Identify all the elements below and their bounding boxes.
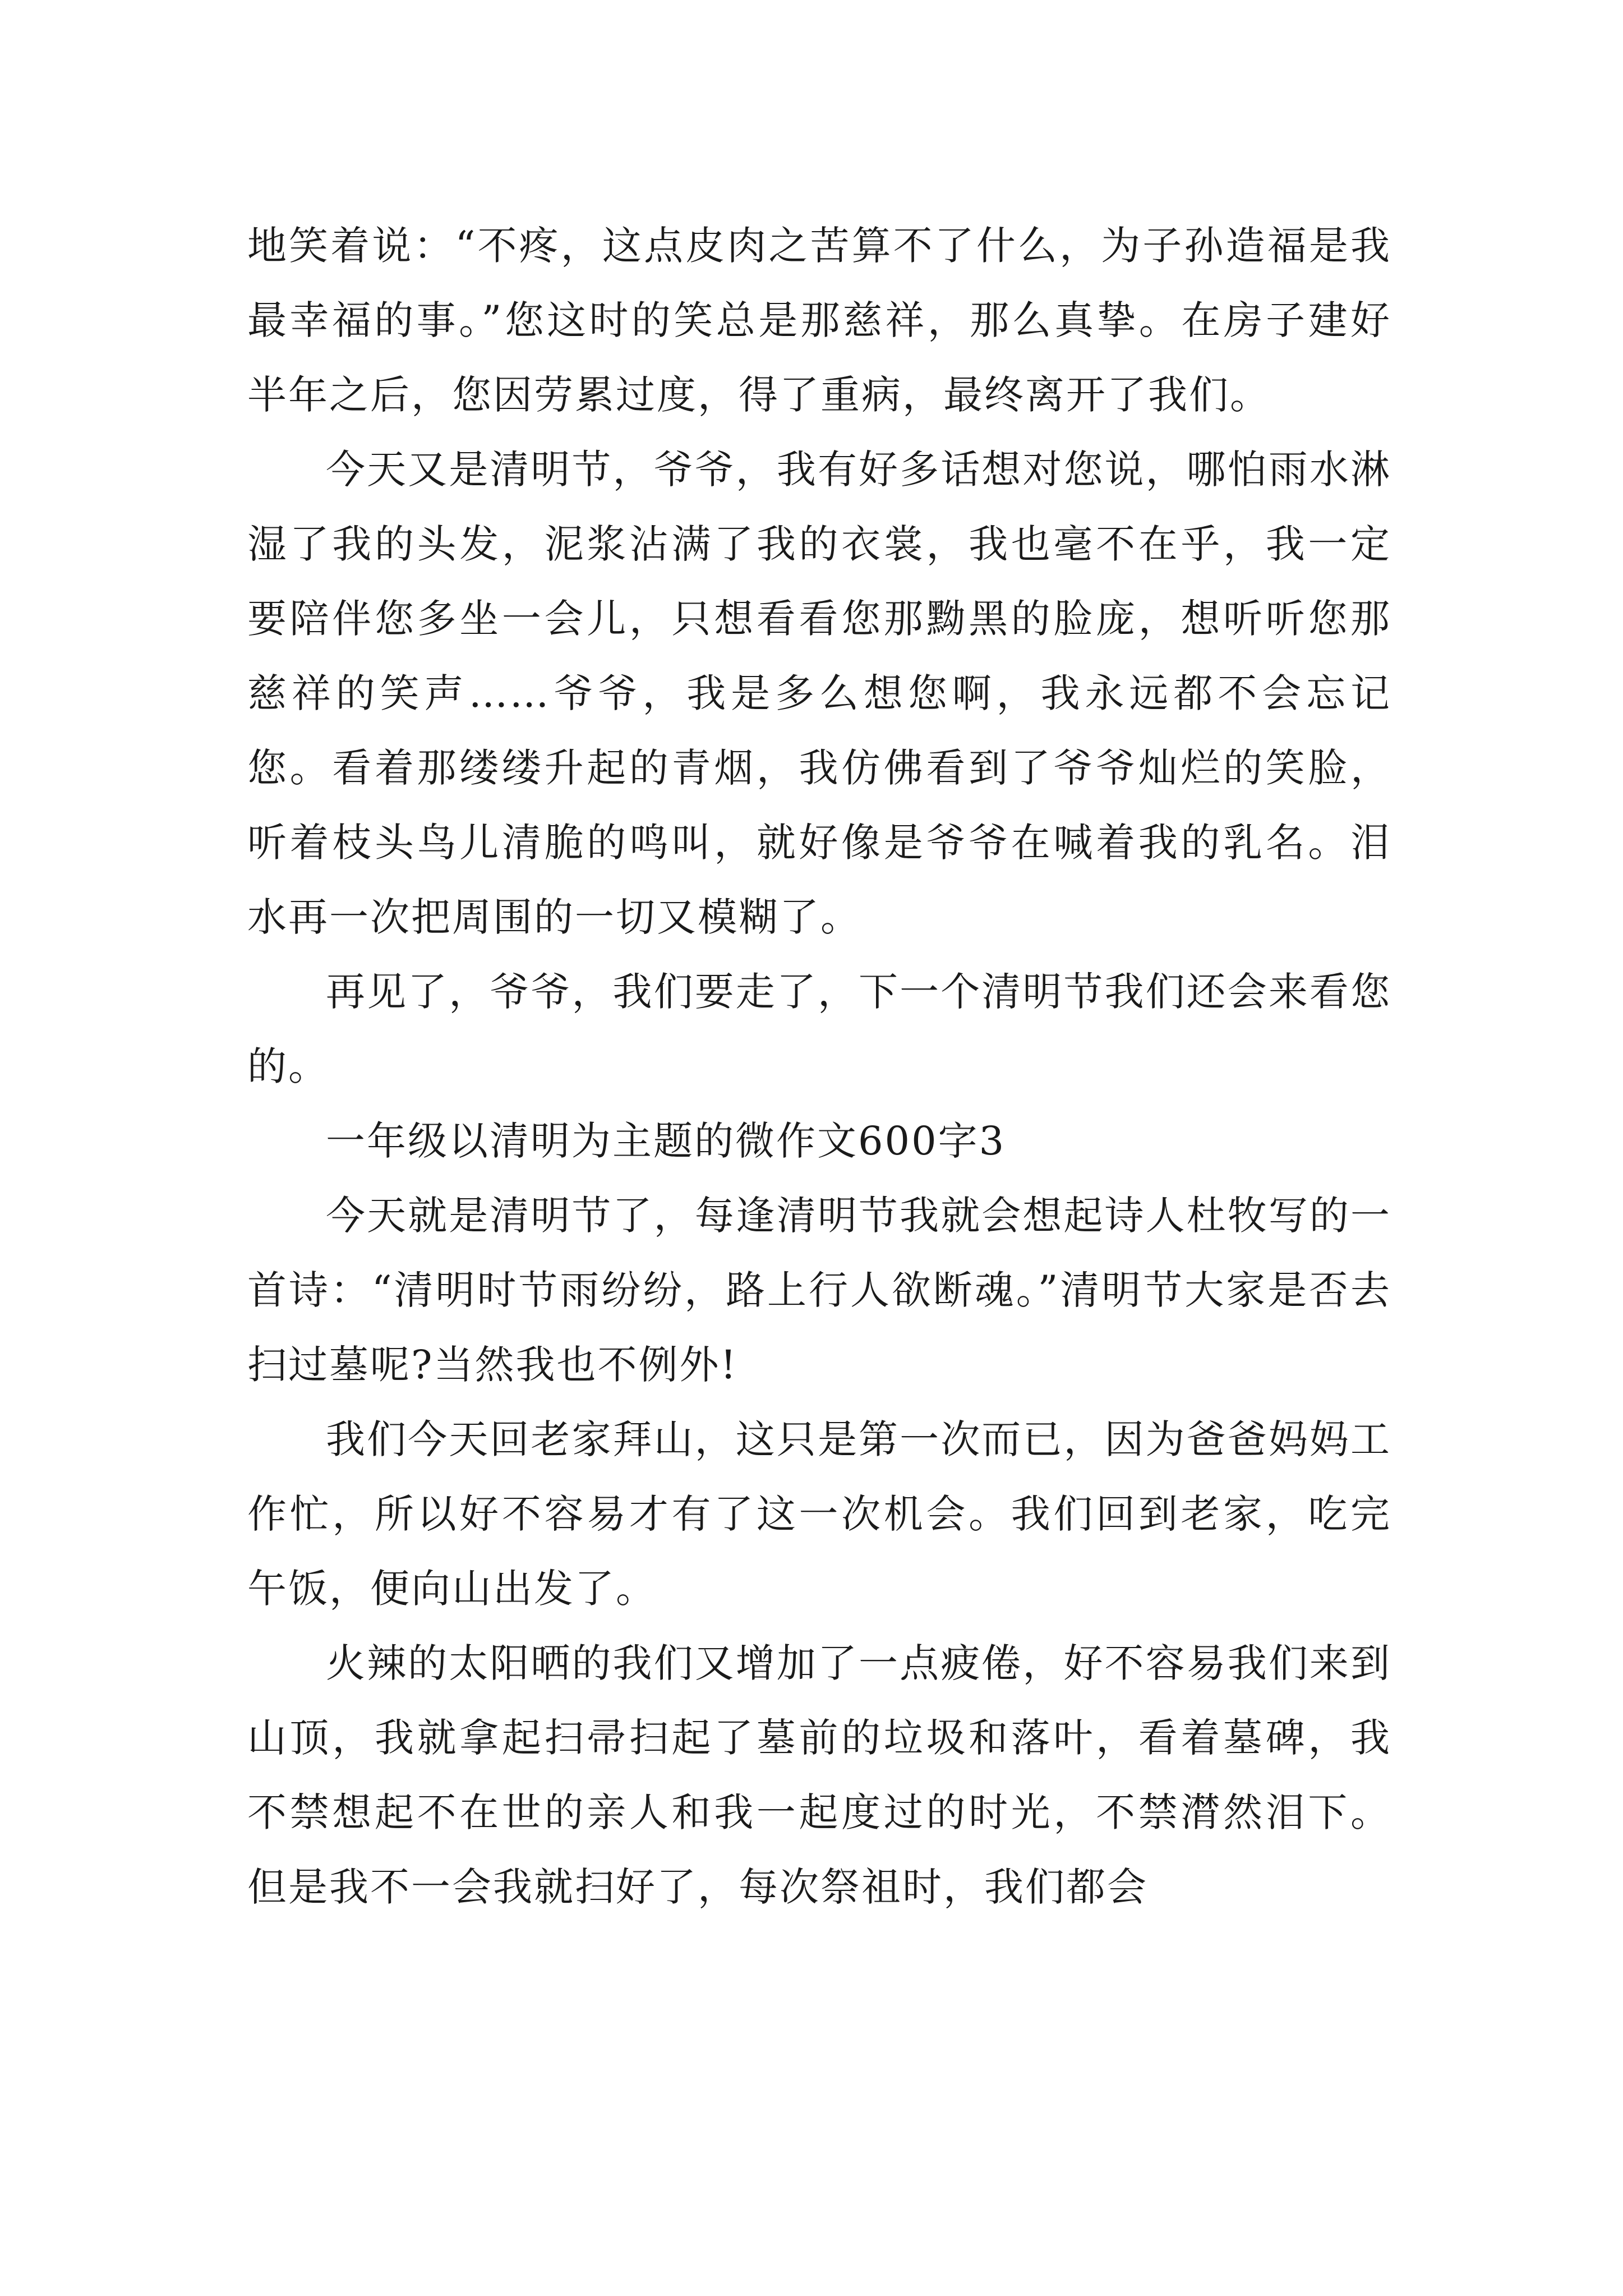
document-body [247,209,1391,1925]
paragraph-continuation: 地笑着说：“不疼，这点皮肉之苦算不了什么，为子孙造福是我最幸福的事。”您这时的笑总是那慈祥，那么真挚。在房子建好半年之后，您因劳累过度，得了重病，最终离开了我们。 [247,223,1391,418]
paragraph-mountain-top: 火辣的太阳晒的我们又增加了一点疲倦，好不容易我们来到山顶，我就拿起扫帚扫起了墓前的垃圾和落叶，看着墓碑，我不禁想起不在世的亲人和我一起度过的时光，不禁潸然泪下。但是我不一会我就扫好了，每次祭祖时，我们都会 [247,1640,1391,1910]
paragraph-hometown: 我们今天回老家拜山，这只是第一次而已，因为爸爸妈妈工作忙，所以好不容易才有了这一次机会。我们回到老家，吃完午饭，便向山出发了。 [247,1416,1391,1612]
paragraph-qingming-day: 今天又是清明节，爷爷，我有好多话想对您说，哪怕雨水淋湿了我的头发，泥浆沾满了我的衣裳，我也毫不在乎，我一定要陪伴您多坐一会儿，只想看看您那黝黑的脸庞，想听听您那慈祥的笑声……爷爷，我是多么想您啊，我永远都不会忘记您。看着那缕缕升起的青烟，我仿佛看到了爷爷灿烂的笑脸，听着枝头鸟儿清脆的鸣叫，就好像是爷爷在喊着我的乳名。泪水再一次把周围的一切又模糊了。 [247,447,1391,940]
paragraph-goodbye: 再见了，爷爷，我们要走了，下一个清明节我们还会来看您的。 [247,969,1391,1089]
section-heading: 一年级以清明为主题的微作文600字3 [326,1118,1006,1164]
paragraph-poem: 今天就是清明节了，每逢清明节我就会想起诗人杜牧写的一首诗：“清明时节雨纷纷，路上行人欲断魂。”清明节大家是否去扫过墓呢?当然我也不例外! [247,1193,1391,1388]
